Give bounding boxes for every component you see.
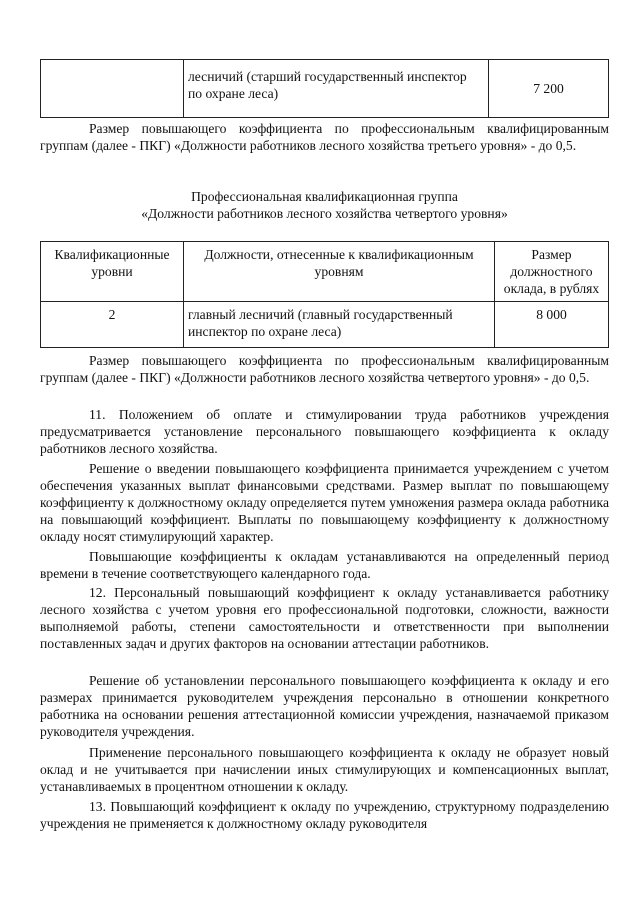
paragraph-period: Повышающие коэффициенты к окладам устанавливаются на определенный период времени в течение соответствующего календарного года. bbox=[40, 549, 609, 581]
paragraph-decision: Решение о введении повышающего коэффициента принимается учреждением с учетом обеспечения указанных выплат финансовыми средствами. Размер выплат по повышающему коэффициенту к должностному окладу определяется путем умножения размера оклада работника на повышающий коэффициент. Выплаты по повышающему коэффициенту к должностному окладу носят стимулирующий характер. bbox=[40, 461, 609, 544]
table-row bbox=[41, 302, 609, 348]
paragraph-application: Применение персонального повышающего коэффициента к окладу не образует новый оклад и не учитывается при начислении иных стимулирующих и компенсационных выплат, устанавливаемых в процентном отношении к окладу. bbox=[40, 745, 609, 794]
table-cell-level bbox=[41, 60, 184, 118]
header-salary: Размер должностного оклада, в рублях bbox=[495, 242, 609, 302]
table-cell-position: главный лесничий (главный государственный инспектор по охране леса) bbox=[184, 302, 495, 348]
table-cell-salary: 7 200 bbox=[489, 60, 609, 118]
paragraph-personal-decision: Решение об установлении персонального повышающего коэффициента к окладу и его размерах принимается руководителем учреждения персонально в отношении конкретного работника на основании решения аттестационной комиссии учреждения, назначаемой приказом руководителя учреждения. bbox=[40, 673, 609, 739]
paragraph-pkg-level4: Размер повышающего коэффициента по профессиональным квалифицированным группам (далее - ПКГ) «Должности работников лесного хозяйства четвертого уровня» - до 0,5. bbox=[40, 353, 609, 385]
paragraph-pkg-level3: Размер повышающего коэффициента по профессиональным квалифицированным группам (далее - ПКГ) «Должности работников лесного хозяйства третьего уровня» - до 0,5. bbox=[40, 121, 609, 153]
header-levels: Квалификационные уровни bbox=[41, 242, 184, 302]
group-heading-line2: «Должности работников лесного хозяйства четвертого уровня» bbox=[141, 206, 508, 221]
table-cell-position: лесничий (старший государственный инспектор по охране леса) bbox=[184, 60, 489, 118]
group-heading bbox=[40, 188, 609, 222]
paragraph-13: 13. Повышающий коэффициент к окладу по учреждению, структурному подразделению учреждения не применяется к должностному окладу руководителя bbox=[40, 799, 609, 831]
group-heading-line1: Профессиональная квалификационная группа bbox=[191, 189, 458, 204]
paragraph-11: 11. Положением об оплате и стимулировании труда работников учреждения предусматривается установление персонального повышающего коэффициента к окладу работников лесного хозяйства. bbox=[40, 407, 609, 456]
paragraph-12: 12. Персональный повышающий коэффициент к окладу устанавливается работнику лесного хозяйства с учетом уровня его профессиональной подготовки, сложности, важности выполняемой работы, степени самостоятельности и ответственности при выполнении поставленных задач и других факторов на основании аттестации работников. bbox=[40, 585, 609, 651]
salary-table-level4 bbox=[40, 241, 609, 348]
table-cell-level: 2 bbox=[41, 302, 184, 348]
table-cell-salary: 8 000 bbox=[495, 302, 609, 348]
header-positions: Должности, отнесенные к квалификационным уровням bbox=[184, 242, 495, 302]
table-header-row bbox=[41, 242, 609, 302]
salary-table-level3 bbox=[40, 59, 609, 118]
table-row bbox=[41, 60, 609, 118]
